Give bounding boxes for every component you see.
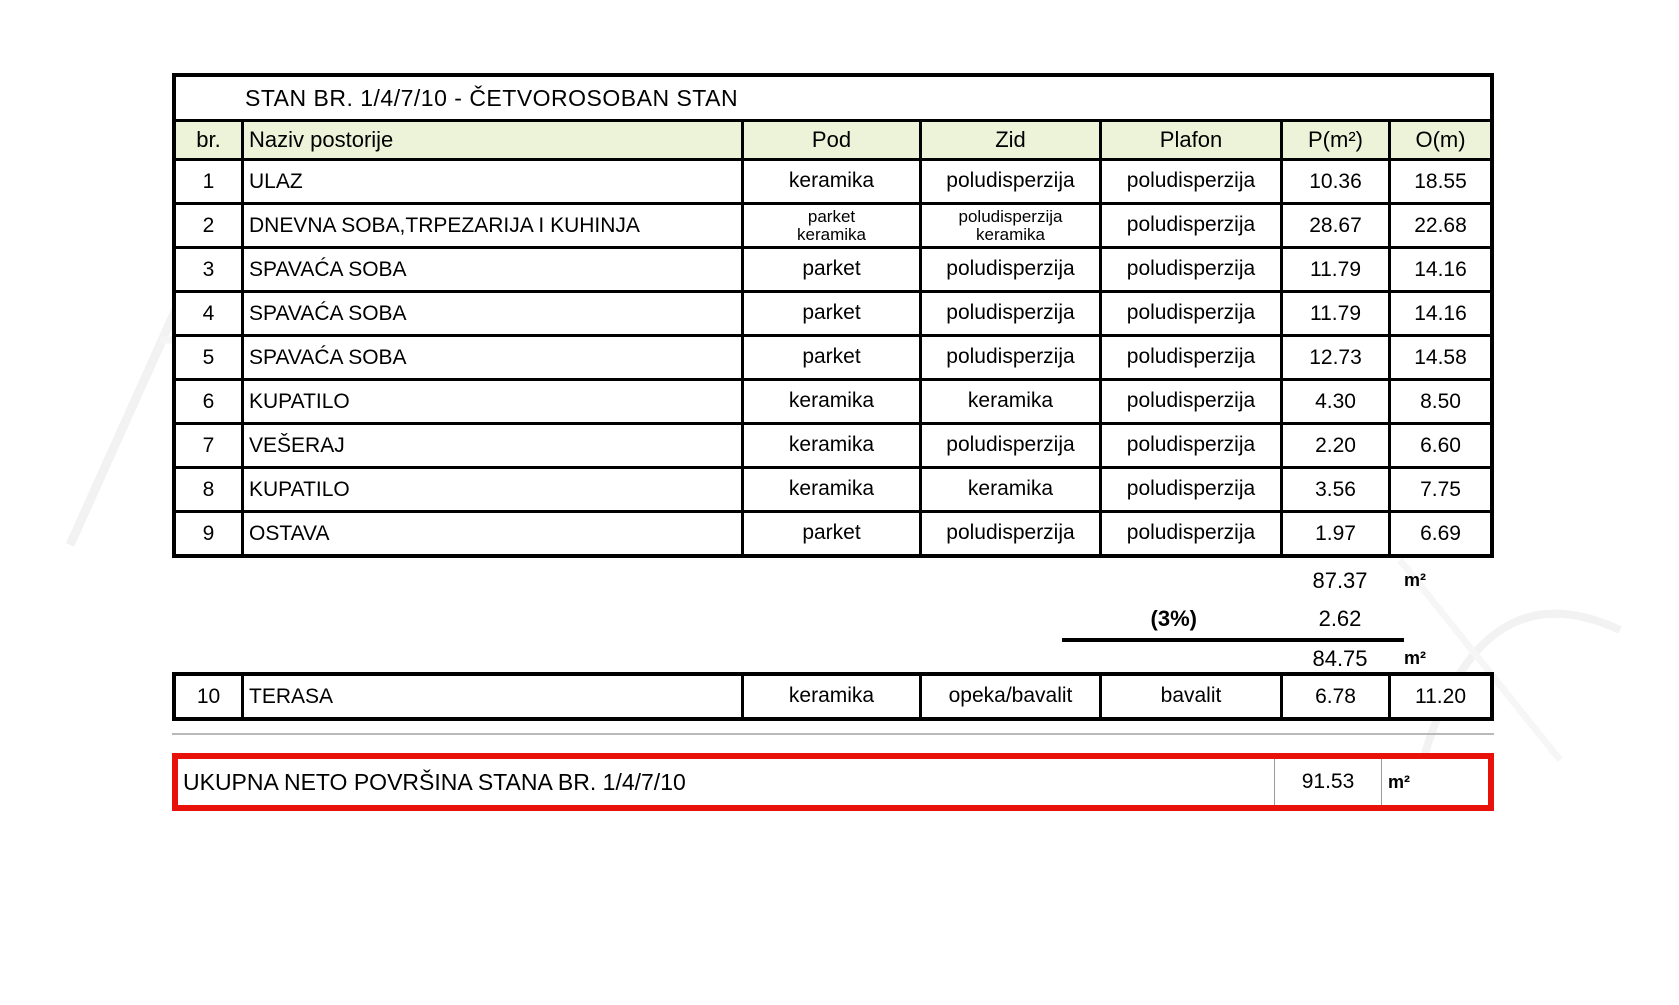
wall-finish-cell: poludisperzija (922, 513, 1102, 554)
total-label: UKUPNA NETO POVRŠINA STANA BR. 1/4/7/10 (183, 768, 686, 795)
room-number-cell: 2 (176, 205, 244, 246)
room-name-cell: SPAVAĆA SOBA (244, 337, 744, 378)
room-name-cell: OSTAVA (244, 513, 744, 554)
floor-finish-cell: parket (744, 249, 922, 290)
perimeter-cell: 22.68 (1414, 213, 1467, 237)
summary-rule (1062, 638, 1404, 642)
room-name-cell: KUPATILO (244, 381, 744, 422)
table-row (176, 513, 1490, 554)
floor-finish-cell: parket keramika (744, 205, 922, 246)
perimeter-cell: 7.75 (1420, 477, 1461, 501)
total-unit: m² (1388, 771, 1410, 792)
header-area: P(m²) (1283, 122, 1391, 158)
table-row (176, 425, 1490, 469)
table-row (176, 337, 1490, 381)
floor-finish-cell: parket (744, 293, 922, 334)
ceiling-finish-cell: poludisperzija (1102, 513, 1283, 554)
wall-finish-cell: keramika (922, 381, 1102, 422)
table-title (176, 77, 1490, 122)
header-br: br. (176, 122, 244, 158)
area-cell: 3.56 (1283, 469, 1391, 510)
table-header-row (176, 122, 1490, 161)
header-ceiling: Plafon (1102, 122, 1283, 158)
table-row (176, 293, 1490, 337)
room-number-cell: 6 (176, 381, 244, 422)
area-cell: 10.36 (1283, 161, 1391, 202)
table-row (176, 469, 1490, 513)
area-summary (172, 564, 1494, 671)
area-cell: 1.97 (1283, 513, 1391, 554)
header-floor: Pod (744, 122, 922, 158)
terrace-table (172, 672, 1494, 721)
room-number-cell: 8 (176, 469, 244, 510)
apartment-title: STAN BR. 1/4/7/10 - ČETVOROSOBAN STAN (245, 84, 739, 111)
area-cell: 4.30 (1283, 381, 1391, 422)
room-spec-table (172, 73, 1494, 558)
wall-finish-cell: poludisperzija (922, 337, 1102, 378)
room-name-cell: VEŠERAJ (244, 425, 744, 466)
wall-finish-cell: poludisperzija (922, 425, 1102, 466)
area-cell: 28.67 (1283, 205, 1391, 246)
subtotal-value: 87.37 (1312, 568, 1368, 593)
table-row (176, 161, 1490, 205)
header-room-name: Naziv postorije (244, 122, 744, 158)
floor-finish-cell: keramika (744, 469, 922, 510)
room-number-cell: 1 (176, 161, 244, 202)
floor-finish-cell: keramika (744, 425, 922, 466)
floor-finish-cell: keramika (744, 161, 922, 202)
room-name-cell: SPAVAĆA SOBA (244, 249, 744, 290)
perimeter-cell: 11.20 (1415, 684, 1466, 708)
area-cell: 2.20 (1283, 425, 1391, 466)
deduction-value: 2.62 (1318, 606, 1362, 631)
wall-finish-cell: poludisperzija (922, 161, 1102, 202)
ceiling-finish-cell: poludisperzija (1102, 425, 1283, 466)
room-number-cell: 5 (176, 337, 244, 378)
table-row (176, 381, 1490, 425)
ceiling-finish-cell: poludisperzija (1102, 469, 1283, 510)
wall-finish-cell: poludisperzija (922, 249, 1102, 290)
thin-divider (172, 733, 1494, 735)
room-number-cell: 3 (176, 249, 244, 290)
ceiling-finish-cell: bavalit (1102, 676, 1283, 717)
room-name-cell: DNEVNA SOBA,TRPEZARIJA I KUHINJA (244, 205, 744, 246)
table-row (176, 249, 1490, 293)
floor-finish-cell: keramika (744, 676, 922, 717)
header-perimeter: O(m) (1415, 127, 1466, 152)
perimeter-cell: 14.58 (1414, 345, 1467, 369)
wall-finish-cell: keramika (922, 469, 1102, 510)
perimeter-cell: 18.55 (1414, 169, 1467, 193)
ceiling-finish-cell: poludisperzija (1102, 205, 1283, 246)
floor-finish-cell: parket (744, 513, 922, 554)
total-area-box (172, 753, 1494, 811)
room-name-cell: SPAVAĆA SOBA (244, 293, 744, 334)
table-row (176, 676, 1490, 717)
deduction-label: (3%) (1150, 606, 1197, 631)
wall-finish-cell: opeka/bavalit (922, 676, 1102, 717)
header-wall: Zid (922, 122, 1102, 158)
table-row (176, 205, 1490, 249)
room-number-cell: 7 (176, 425, 244, 466)
area-cell: 11.79 (1283, 249, 1391, 290)
room-number-cell: 4 (176, 293, 244, 334)
room-name-cell: TERASA (244, 676, 744, 717)
perimeter-cell: 6.60 (1420, 433, 1461, 457)
area-cell: 12.73 (1283, 337, 1391, 378)
ceiling-finish-cell: poludisperzija (1102, 337, 1283, 378)
room-name-cell: KUPATILO (244, 469, 744, 510)
floor-finish-cell: parket (744, 337, 922, 378)
wall-finish-cell: poludisperzija (922, 293, 1102, 334)
table-body (176, 161, 1490, 554)
subtotal-unit: m² (1404, 570, 1426, 590)
net-area-unit: m² (1404, 648, 1426, 668)
ceiling-finish-cell: poludisperzija (1102, 381, 1283, 422)
area-cell: 6.78 (1283, 676, 1391, 717)
room-number-cell: 9 (176, 513, 244, 554)
perimeter-cell: 14.16 (1414, 301, 1467, 325)
total-value: 91.53 (1274, 759, 1382, 805)
area-cell: 11.79 (1283, 293, 1391, 334)
ceiling-finish-cell: poludisperzija (1102, 293, 1283, 334)
floor-finish-cell: keramika (744, 381, 922, 422)
ceiling-finish-cell: poludisperzija (1102, 249, 1283, 290)
perimeter-cell: 6.69 (1420, 521, 1461, 545)
specification-document (172, 73, 1494, 811)
perimeter-cell: 8.50 (1420, 389, 1461, 413)
wall-finish-cell: poludisperzija keramika (922, 205, 1102, 246)
net-area-value: 84.75 (1312, 646, 1368, 671)
room-name-cell: ULAZ (244, 161, 744, 202)
room-number-cell: 10 (176, 676, 244, 717)
perimeter-cell: 14.16 (1414, 257, 1467, 281)
ceiling-finish-cell: poludisperzija (1102, 161, 1283, 202)
